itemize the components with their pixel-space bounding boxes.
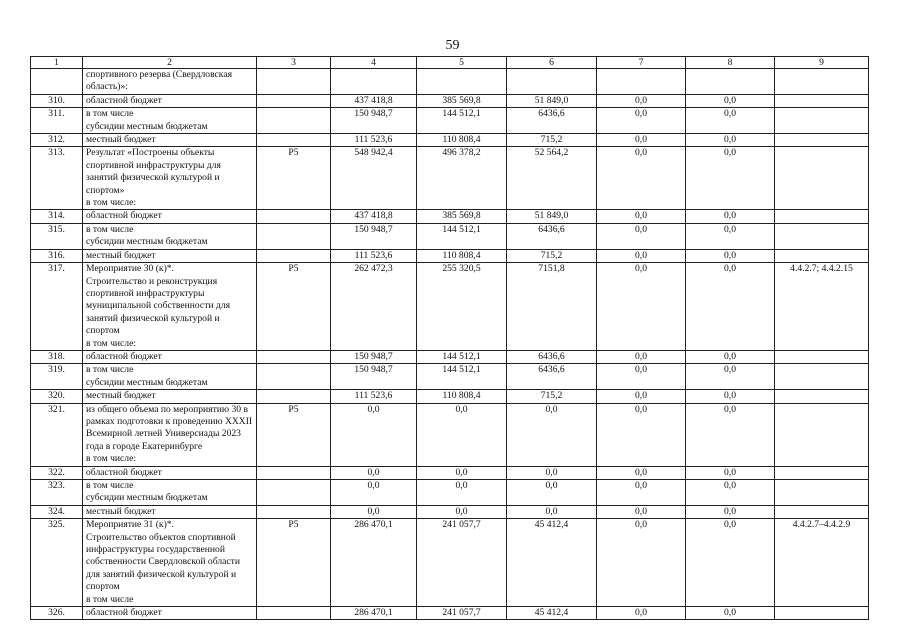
column-8-cell: 0,0 [686, 364, 775, 390]
total-cell [331, 69, 417, 95]
column-7-cell: 0,0 [597, 607, 686, 620]
regional-cell: 715,2 [507, 249, 597, 262]
row-number-cell: 322. [31, 466, 83, 479]
code-cell [257, 94, 331, 107]
item-name-cell: спортивного резерва (Свердловская область)»: [83, 69, 257, 95]
table-row [31, 480, 869, 506]
row-number-cell: 312. [31, 134, 83, 147]
table-body [31, 57, 869, 620]
table-row [31, 350, 869, 363]
total-cell: 150 948,7 [331, 108, 417, 134]
code-cell [257, 134, 331, 147]
item-name-cell: Мероприятие 31 (к)*. Строительство объектов спортивной инфраструктуры государственной собственности Свердловской области для занятий физической культурой и спортом в том числе [83, 519, 257, 607]
row-number-cell: 319. [31, 364, 83, 390]
code-cell [257, 108, 331, 134]
table-row [31, 263, 869, 351]
target-indicator-cell: 4.4.2.7; 4.4.2.15 [775, 263, 869, 351]
target-indicator-cell [775, 480, 869, 506]
column-8-cell: 0,0 [686, 403, 775, 466]
item-name-cell: Мероприятие 30 (к)*. Строительство и реконструкция спортивной инфраструктуры муниципальной собственности для занятий физической культурой и спортом в том числе: [83, 263, 257, 351]
federal-cell: 241 057,7 [417, 607, 507, 620]
regional-cell: 51 849,0 [507, 210, 597, 223]
table-row [31, 134, 869, 147]
item-name-cell: областной бюджет [83, 210, 257, 223]
code-cell [257, 607, 331, 620]
federal-cell: 144 512,1 [417, 364, 507, 390]
item-name-cell: в том числе субсидии местным бюджетам [83, 108, 257, 134]
total-cell: 150 948,7 [331, 223, 417, 249]
column-7-cell: 0,0 [597, 519, 686, 607]
row-number-cell: 325. [31, 519, 83, 607]
header-cell: 7 [597, 57, 686, 69]
code-cell [257, 364, 331, 390]
regional-cell: 6436,6 [507, 364, 597, 390]
regional-cell: 715,2 [507, 134, 597, 147]
row-number-cell: 313. [31, 147, 83, 210]
total-cell: 437 418,8 [331, 210, 417, 223]
header-cell: 4 [331, 57, 417, 69]
code-cell [257, 390, 331, 403]
code-cell [257, 505, 331, 518]
regional-cell: 6436,6 [507, 350, 597, 363]
table-row [31, 607, 869, 620]
regional-cell: 52 564,2 [507, 147, 597, 210]
code-cell [257, 350, 331, 363]
federal-cell: 0,0 [417, 403, 507, 466]
table-row [31, 505, 869, 518]
federal-cell [417, 69, 507, 95]
item-name-cell: из общего объема по мероприятию 30 в рамках подготовки к проведению XXXII Всемирной летней Универсиады 2023 года в городе Екатеринбурге в том числе: [83, 403, 257, 466]
column-7-cell: 0,0 [597, 249, 686, 262]
total-cell: 0,0 [331, 403, 417, 466]
row-number-cell: 314. [31, 210, 83, 223]
table-row [31, 249, 869, 262]
total-cell: 437 418,8 [331, 94, 417, 107]
column-7-cell: 0,0 [597, 223, 686, 249]
regional-cell: 45 412,4 [507, 607, 597, 620]
federal-cell: 110 808,4 [417, 390, 507, 403]
column-7-cell: 0,0 [597, 94, 686, 107]
federal-cell: 0,0 [417, 480, 507, 506]
table-row [31, 94, 869, 107]
item-name-cell: в том числе субсидии местным бюджетам [83, 364, 257, 390]
column-8-cell: 0,0 [686, 210, 775, 223]
regional-cell: 0,0 [507, 505, 597, 518]
item-name-cell: областной бюджет [83, 466, 257, 479]
code-cell: P5 [257, 147, 331, 210]
total-cell: 111 523,6 [331, 390, 417, 403]
federal-cell: 496 378,2 [417, 147, 507, 210]
column-7-cell: 0,0 [597, 263, 686, 351]
target-indicator-cell [775, 403, 869, 466]
regional-cell [507, 69, 597, 95]
header-cell: 8 [686, 57, 775, 69]
code-cell [257, 466, 331, 479]
total-cell: 0,0 [331, 480, 417, 506]
column-8-cell: 0,0 [686, 94, 775, 107]
item-name-cell: местный бюджет [83, 390, 257, 403]
row-number-cell: 326. [31, 607, 83, 620]
column-8-cell: 0,0 [686, 134, 775, 147]
code-cell [257, 223, 331, 249]
header-cell: 9 [775, 57, 869, 69]
item-name-cell: Результат «Построены объекты спортивной инфраструктуры для занятий физической культурой и спортом» в том числе: [83, 147, 257, 210]
header-cell: 5 [417, 57, 507, 69]
regional-cell: 7151,8 [507, 263, 597, 351]
column-8-cell: 0,0 [686, 108, 775, 134]
column-8-cell: 0,0 [686, 607, 775, 620]
target-indicator-cell [775, 249, 869, 262]
total-cell: 150 948,7 [331, 364, 417, 390]
table-row [31, 403, 869, 466]
code-cell [257, 480, 331, 506]
federal-cell: 110 808,4 [417, 134, 507, 147]
column-7-cell: 0,0 [597, 403, 686, 466]
target-indicator-cell [775, 210, 869, 223]
row-number-cell [31, 69, 83, 95]
federal-cell: 144 512,1 [417, 108, 507, 134]
column-8-cell: 0,0 [686, 466, 775, 479]
item-name-cell: местный бюджет [83, 249, 257, 262]
header-cell: 6 [507, 57, 597, 69]
column-8-cell: 0,0 [686, 390, 775, 403]
item-name-cell: областной бюджет [83, 607, 257, 620]
federal-cell: 0,0 [417, 466, 507, 479]
column-8-cell: 0,0 [686, 249, 775, 262]
item-name-cell: в том числе субсидии местным бюджетам [83, 223, 257, 249]
code-cell [257, 210, 331, 223]
total-cell: 262 472,3 [331, 263, 417, 351]
row-number-cell: 324. [31, 505, 83, 518]
code-cell: P5 [257, 263, 331, 351]
row-number-cell: 323. [31, 480, 83, 506]
total-cell: 111 523,6 [331, 134, 417, 147]
column-8-cell: 0,0 [686, 350, 775, 363]
target-indicator-cell: 4.4.2.7–4.4.2.9 [775, 519, 869, 607]
table-row [31, 108, 869, 134]
column-7-cell: 0,0 [597, 108, 686, 134]
column-7-cell: 0,0 [597, 147, 686, 210]
table-row [31, 390, 869, 403]
column-8-cell: 0,0 [686, 505, 775, 518]
column-8-cell: 0,0 [686, 480, 775, 506]
header-cell: 3 [257, 57, 331, 69]
item-name-cell: в том числе субсидии местным бюджетам [83, 480, 257, 506]
table-row [31, 519, 869, 607]
federal-cell: 144 512,1 [417, 350, 507, 363]
federal-cell: 241 057,7 [417, 519, 507, 607]
column-8-cell: 0,0 [686, 263, 775, 351]
row-number-cell: 316. [31, 249, 83, 262]
column-7-cell: 0,0 [597, 466, 686, 479]
target-indicator-cell [775, 350, 869, 363]
federal-cell: 144 512,1 [417, 223, 507, 249]
column-8-cell: 0,0 [686, 519, 775, 607]
row-number-cell: 321. [31, 403, 83, 466]
column-8-cell: 0,0 [686, 223, 775, 249]
table-row [31, 69, 869, 95]
regional-cell: 45 412,4 [507, 519, 597, 607]
target-indicator-cell [775, 607, 869, 620]
column-7-cell: 0,0 [597, 505, 686, 518]
regional-cell: 0,0 [507, 403, 597, 466]
page-number: 59 [445, 38, 460, 53]
target-indicator-cell [775, 134, 869, 147]
regional-cell: 715,2 [507, 390, 597, 403]
column-7-cell: 0,0 [597, 390, 686, 403]
total-cell: 286 470,1 [331, 607, 417, 620]
federal-cell: 255 320,5 [417, 263, 507, 351]
budget-table [30, 56, 869, 620]
total-cell: 548 942,4 [331, 147, 417, 210]
column-7-cell [597, 69, 686, 95]
federal-cell: 385 569,8 [417, 210, 507, 223]
target-indicator-cell [775, 505, 869, 518]
table-row [31, 147, 869, 210]
code-cell: P5 [257, 519, 331, 607]
target-indicator-cell [775, 223, 869, 249]
regional-cell: 0,0 [507, 466, 597, 479]
target-indicator-cell [775, 108, 869, 134]
table-row [31, 364, 869, 390]
total-cell: 0,0 [331, 505, 417, 518]
header-row [31, 57, 869, 69]
item-name-cell: областной бюджет [83, 94, 257, 107]
row-number-cell: 310. [31, 94, 83, 107]
federal-cell: 0,0 [417, 505, 507, 518]
item-name-cell: местный бюджет [83, 505, 257, 518]
column-8-cell: 0,0 [686, 147, 775, 210]
federal-cell: 110 808,4 [417, 249, 507, 262]
column-7-cell: 0,0 [597, 210, 686, 223]
column-7-cell: 0,0 [597, 134, 686, 147]
table-row [31, 210, 869, 223]
table-row [31, 466, 869, 479]
row-number-cell: 318. [31, 350, 83, 363]
federal-cell: 385 569,8 [417, 94, 507, 107]
total-cell: 0,0 [331, 466, 417, 479]
total-cell: 150 948,7 [331, 350, 417, 363]
code-cell [257, 69, 331, 95]
row-number-cell: 315. [31, 223, 83, 249]
regional-cell: 6436,6 [507, 108, 597, 134]
target-indicator-cell [775, 147, 869, 210]
column-7-cell: 0,0 [597, 480, 686, 506]
total-cell: 286 470,1 [331, 519, 417, 607]
column-8-cell [686, 69, 775, 95]
regional-cell: 6436,6 [507, 223, 597, 249]
target-indicator-cell [775, 364, 869, 390]
target-indicator-cell [775, 69, 869, 95]
code-cell [257, 249, 331, 262]
item-name-cell: областной бюджет [83, 350, 257, 363]
regional-cell: 0,0 [507, 480, 597, 506]
column-7-cell: 0,0 [597, 364, 686, 390]
target-indicator-cell [775, 390, 869, 403]
target-indicator-cell [775, 466, 869, 479]
target-indicator-cell [775, 94, 869, 107]
column-7-cell: 0,0 [597, 350, 686, 363]
header-cell: 2 [83, 57, 257, 69]
header-cell: 1 [31, 57, 83, 69]
row-number-cell: 320. [31, 390, 83, 403]
item-name-cell: местный бюджет [83, 134, 257, 147]
table-row [31, 223, 869, 249]
row-number-cell: 311. [31, 108, 83, 134]
regional-cell: 51 849,0 [507, 94, 597, 107]
total-cell: 111 523,6 [331, 249, 417, 262]
code-cell: P5 [257, 403, 331, 466]
row-number-cell: 317. [31, 263, 83, 351]
